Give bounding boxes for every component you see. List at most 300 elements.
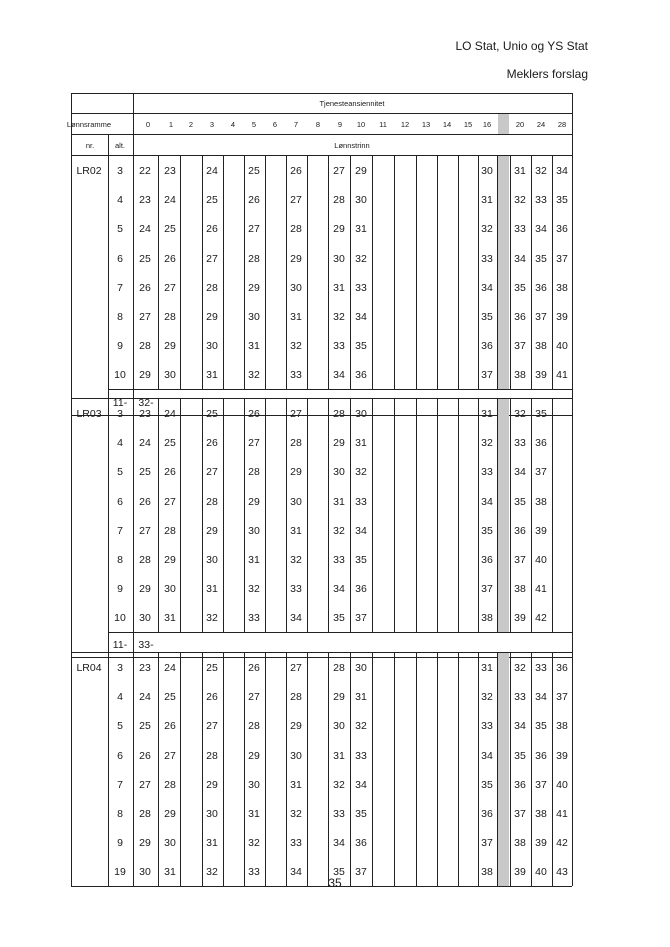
step-value: 30 [481, 165, 493, 177]
step-value: 41 [556, 369, 568, 382]
alt-value: 8 [117, 554, 123, 566]
step-value: 25 [139, 720, 151, 733]
step-value: 29 [290, 466, 302, 479]
alt-value: 6 [117, 749, 123, 762]
step-value: 25 [206, 408, 218, 420]
step-value: 27 [290, 408, 302, 420]
grid-line [372, 652, 373, 886]
step-value: 34 [355, 311, 367, 323]
step-value: 30 [248, 524, 260, 537]
step-value: 32 [333, 778, 345, 791]
alt-value: 4 [117, 691, 123, 704]
step-value: 30 [333, 466, 345, 479]
step-value: 29 [248, 749, 260, 762]
step-value: 34 [481, 281, 493, 294]
page-number: 35 [328, 876, 342, 890]
step-value: 33 [514, 691, 526, 704]
step-value: 41 [556, 808, 568, 820]
step-value: 32 [481, 437, 493, 450]
step-value: 39 [514, 866, 526, 879]
alt-value: 5 [117, 720, 123, 733]
step-value: 24 [164, 194, 176, 207]
step-value: 37 [535, 311, 547, 323]
shaded-column [498, 399, 509, 632]
grid-line [307, 652, 308, 886]
grid-line [416, 155, 417, 389]
step-value: 35 [333, 866, 345, 879]
alt-value: 9 [117, 583, 123, 596]
step-value: 28 [290, 437, 302, 450]
step-value: 27 [164, 749, 176, 762]
step-value: 26 [206, 691, 218, 704]
grid-line [437, 652, 438, 886]
step-extra: 33- [138, 639, 154, 652]
step-value: 31 [164, 612, 176, 625]
step-value: 23 [164, 165, 176, 177]
step-value: 36 [481, 808, 493, 820]
step-value: 31 [206, 837, 218, 850]
alt-value: 19 [114, 866, 126, 879]
step-value: 31 [248, 808, 260, 820]
header-year-0: 0 [145, 119, 151, 129]
step-value: 27 [248, 437, 260, 450]
step-value: 36 [535, 437, 547, 450]
block-code-lr04: LR04 [76, 662, 102, 674]
step-value: 33 [355, 281, 367, 294]
step-value: 30 [248, 778, 260, 791]
step-value: 31 [206, 369, 218, 382]
header-year-7: 7 [293, 119, 299, 129]
step-value: 34 [481, 495, 493, 508]
step-value: 25 [164, 691, 176, 704]
step-value: 28 [248, 466, 260, 479]
step-value: 29 [290, 720, 302, 733]
step-value: 31 [355, 437, 367, 450]
alt-value: 7 [117, 778, 123, 791]
step-value: 39 [535, 369, 547, 382]
step-value: 36 [481, 554, 493, 566]
step-value: 26 [206, 223, 218, 236]
grid-line [416, 398, 417, 632]
step-value: 38 [535, 808, 547, 820]
alt-value: 7 [117, 524, 123, 537]
step-value: 31 [206, 583, 218, 596]
step-value: 31 [248, 340, 260, 353]
step-value: 28 [139, 808, 151, 820]
step-value: 34 [333, 583, 345, 596]
step-value: 35 [355, 340, 367, 353]
grid-line [372, 155, 373, 389]
step-value: 33 [290, 583, 302, 596]
step-value: 29 [206, 778, 218, 791]
step-value: 31 [333, 749, 345, 762]
step-value: 30 [248, 311, 260, 323]
step-value: 27 [290, 662, 302, 674]
step-value: 31 [481, 408, 493, 420]
header-year-28: 28 [557, 119, 567, 129]
step-value: 32 [333, 311, 345, 323]
step-value: 34 [514, 720, 526, 733]
step-value: 27 [164, 281, 176, 294]
step-value: 26 [164, 252, 176, 265]
step-value: 38 [481, 866, 493, 879]
step-value: 29 [333, 437, 345, 450]
step-value: 32 [206, 612, 218, 625]
alt-value: 10 [114, 369, 126, 382]
step-value: 40 [535, 866, 547, 879]
step-value: 32 [514, 194, 526, 207]
header-year-13: 13 [421, 119, 431, 129]
step-value: 28 [333, 662, 345, 674]
header-year-8: 8 [315, 119, 321, 129]
step-value: 31 [248, 554, 260, 566]
step-value: 25 [139, 466, 151, 479]
step-value: 30 [139, 612, 151, 625]
step-value: 35 [355, 808, 367, 820]
step-value: 35 [514, 281, 526, 294]
step-value: 37 [355, 612, 367, 625]
header-organizations: LO Stat, Unio og YS Stat [455, 39, 588, 53]
step-value: 37 [535, 778, 547, 791]
step-value: 30 [164, 837, 176, 850]
step-value: 31 [333, 495, 345, 508]
header-year-9: 9 [337, 119, 343, 129]
step-value: 32 [290, 808, 302, 820]
step-value: 39 [556, 311, 568, 323]
step-value: 40 [535, 554, 547, 566]
header-lonnsramme: Lønnsramme [66, 119, 112, 129]
step-value: 35 [556, 194, 568, 207]
step-value: 38 [481, 612, 493, 625]
step-value: 27 [139, 311, 151, 323]
step-value: 38 [514, 583, 526, 596]
step-value: 36 [514, 311, 526, 323]
step-value: 34 [355, 778, 367, 791]
step-value: 22 [139, 165, 151, 177]
step-value: 26 [248, 194, 260, 207]
grid-line [108, 632, 572, 633]
step-value: 35 [514, 749, 526, 762]
step-value: 31 [355, 691, 367, 704]
grid-line [108, 389, 572, 390]
header-year-14: 14 [442, 119, 452, 129]
step-value: 26 [139, 749, 151, 762]
step-value: 37 [535, 466, 547, 479]
step-value: 41 [535, 583, 547, 596]
step-value: 32 [290, 340, 302, 353]
step-value: 30 [355, 194, 367, 207]
grid-line [372, 398, 373, 632]
block-code-lr02: LR02 [76, 165, 102, 177]
step-value: 24 [164, 662, 176, 674]
step-value: 40 [556, 340, 568, 353]
grid-line [265, 652, 266, 886]
step-value: 38 [556, 720, 568, 733]
grid-line [71, 134, 572, 135]
step-value: 29 [248, 281, 260, 294]
grid-line [307, 398, 308, 632]
step-value: 32 [290, 554, 302, 566]
alt-value: 4 [117, 437, 123, 450]
step-value: 36 [556, 223, 568, 236]
grid-line [458, 155, 459, 389]
step-value: 27 [206, 252, 218, 265]
step-value: 29 [290, 252, 302, 265]
step-extra: 32- [138, 396, 154, 409]
step-value: 32 [355, 466, 367, 479]
step-value: 30 [355, 662, 367, 674]
step-value: 33 [355, 495, 367, 508]
step-value: 26 [139, 495, 151, 508]
alt-value: 3 [117, 165, 123, 177]
step-value: 35 [535, 408, 547, 420]
step-value: 33 [333, 554, 345, 566]
step-value: 28 [248, 720, 260, 733]
step-value: 33 [248, 866, 260, 879]
step-value: 32 [535, 165, 547, 177]
step-value: 35 [535, 252, 547, 265]
step-value: 27 [164, 495, 176, 508]
step-value: 32 [333, 524, 345, 537]
step-value: 34 [333, 369, 345, 382]
header-nr: nr. [85, 140, 95, 150]
step-value: 33 [333, 808, 345, 820]
step-value: 28 [290, 691, 302, 704]
step-value: 32 [481, 691, 493, 704]
step-value: 30 [164, 583, 176, 596]
step-value: 28 [333, 408, 345, 420]
shaded-column [498, 653, 509, 886]
step-value: 31 [290, 778, 302, 791]
step-value: 42 [535, 612, 547, 625]
step-value: 36 [355, 583, 367, 596]
step-value: 30 [164, 369, 176, 382]
grid-line [394, 155, 395, 389]
step-value: 27 [206, 720, 218, 733]
step-value: 31 [290, 311, 302, 323]
alt-value: 8 [117, 311, 123, 323]
step-value: 27 [139, 778, 151, 791]
step-value: 29 [139, 837, 151, 850]
alt-value: 9 [117, 837, 123, 850]
step-value: 25 [164, 437, 176, 450]
step-value: 42 [556, 837, 568, 850]
step-value: 37 [481, 369, 493, 382]
alt-value: 6 [117, 252, 123, 265]
step-value: 29 [164, 554, 176, 566]
step-value: 24 [139, 223, 151, 236]
step-value: 32 [248, 837, 260, 850]
step-value: 32 [514, 662, 526, 674]
step-value: 36 [514, 778, 526, 791]
shaded-column [498, 114, 509, 134]
block-code-lr03: LR03 [76, 408, 102, 420]
step-value: 32 [514, 408, 526, 420]
step-value: 23 [139, 662, 151, 674]
grid-line [223, 398, 224, 632]
step-value: 33 [481, 252, 493, 265]
step-value: 34 [290, 612, 302, 625]
step-value: 31 [514, 165, 526, 177]
step-value: 26 [248, 408, 260, 420]
step-value: 33 [290, 837, 302, 850]
step-value: 33 [333, 340, 345, 353]
step-value: 33 [355, 749, 367, 762]
grid-line [458, 398, 459, 632]
step-value: 37 [514, 808, 526, 820]
step-value: 38 [514, 369, 526, 382]
step-value: 29 [164, 340, 176, 353]
header-year-15: 15 [463, 119, 473, 129]
step-value: 38 [535, 340, 547, 353]
step-value: 32 [355, 720, 367, 733]
step-value: 34 [355, 524, 367, 537]
step-value: 25 [164, 223, 176, 236]
alt-value: 3 [117, 662, 123, 674]
step-value: 38 [556, 281, 568, 294]
step-value: 28 [333, 194, 345, 207]
step-value: 29 [248, 495, 260, 508]
step-value: 36 [481, 340, 493, 353]
step-value: 27 [290, 194, 302, 207]
step-value: 34 [535, 223, 547, 236]
step-value: 39 [514, 612, 526, 625]
grid-line [458, 652, 459, 886]
alt-extra: 11- [112, 639, 128, 652]
step-value: 35 [481, 778, 493, 791]
step-value: 29 [206, 311, 218, 323]
grid-line [71, 113, 572, 114]
header-year-5: 5 [251, 119, 257, 129]
grid-line [416, 652, 417, 886]
step-value: 36 [355, 369, 367, 382]
step-value: 28 [206, 495, 218, 508]
header-year-6: 6 [272, 119, 278, 129]
step-value: 37 [355, 866, 367, 879]
step-value: 29 [333, 691, 345, 704]
alt-value: 7 [117, 281, 123, 294]
step-value: 30 [333, 252, 345, 265]
step-value: 36 [535, 749, 547, 762]
step-value: 34 [514, 466, 526, 479]
step-value: 26 [139, 281, 151, 294]
step-value: 34 [290, 866, 302, 879]
step-value: 31 [481, 662, 493, 674]
step-value: 25 [248, 165, 260, 177]
step-value: 27 [139, 524, 151, 537]
header-year-12: 12 [400, 119, 410, 129]
alt-extra: 11- [112, 396, 128, 409]
step-value: 29 [355, 165, 367, 177]
step-value: 37 [481, 583, 493, 596]
grid-line [394, 652, 395, 886]
grid-line [394, 398, 395, 632]
step-value: 37 [556, 691, 568, 704]
step-value: 33 [535, 662, 547, 674]
step-value: 28 [164, 778, 176, 791]
alt-value: 10 [114, 612, 126, 625]
step-value: 37 [556, 252, 568, 265]
step-value: 30 [206, 808, 218, 820]
step-value: 37 [514, 554, 526, 566]
step-value: 29 [139, 583, 151, 596]
step-value: 27 [206, 466, 218, 479]
alt-value: 5 [117, 223, 123, 236]
header-lonnstrinn: Lønnstrinn [334, 140, 370, 150]
step-value: 33 [290, 369, 302, 382]
step-value: 30 [139, 866, 151, 879]
alt-value: 8 [117, 808, 123, 820]
step-value: 28 [206, 281, 218, 294]
step-value: 32 [206, 866, 218, 879]
step-value: 25 [139, 252, 151, 265]
step-value: 33 [248, 612, 260, 625]
step-value: 34 [556, 165, 568, 177]
step-value: 24 [164, 408, 176, 420]
step-value: 27 [333, 165, 345, 177]
grid-line [437, 398, 438, 632]
grid-line [71, 93, 572, 94]
step-value: 34 [535, 691, 547, 704]
grid-line [223, 652, 224, 886]
header-year-11: 11 [379, 119, 387, 129]
step-value: 23 [139, 408, 151, 420]
step-value: 28 [164, 524, 176, 537]
step-value: 36 [556, 662, 568, 674]
alt-value: 5 [117, 466, 123, 479]
step-value: 33 [514, 223, 526, 236]
grid-line [71, 652, 72, 886]
step-value: 36 [355, 837, 367, 850]
header-proposal: Meklers forslag [506, 67, 588, 81]
header-alt: alt. [114, 140, 125, 150]
step-value: 28 [248, 252, 260, 265]
step-value: 33 [481, 466, 493, 479]
step-value: 30 [290, 495, 302, 508]
header-year-4: 4 [230, 119, 236, 129]
step-value: 34 [481, 749, 493, 762]
step-value: 31 [355, 223, 367, 236]
step-value: 33 [535, 194, 547, 207]
grid-line [437, 155, 438, 389]
step-value: 29 [139, 369, 151, 382]
grid-line [71, 398, 72, 657]
step-value: 43 [556, 866, 568, 879]
step-value: 37 [481, 837, 493, 850]
step-value: 30 [206, 340, 218, 353]
step-value: 23 [139, 194, 151, 207]
step-value: 28 [290, 223, 302, 236]
grid-line [552, 398, 553, 632]
step-value: 32 [248, 369, 260, 382]
step-value: 29 [206, 524, 218, 537]
header-year-1: 1 [168, 119, 174, 129]
step-value: 34 [333, 837, 345, 850]
step-value: 39 [535, 524, 547, 537]
step-value: 38 [535, 495, 547, 508]
step-value: 30 [355, 408, 367, 420]
grid-line [572, 398, 573, 657]
step-value: 37 [514, 340, 526, 353]
grid-line [572, 93, 573, 155]
grid-line [223, 155, 224, 389]
step-value: 33 [481, 720, 493, 733]
grid-line [307, 155, 308, 389]
step-value: 40 [556, 778, 568, 791]
grid-line [265, 398, 266, 632]
step-value: 26 [206, 437, 218, 450]
header-year-3: 3 [209, 119, 215, 129]
